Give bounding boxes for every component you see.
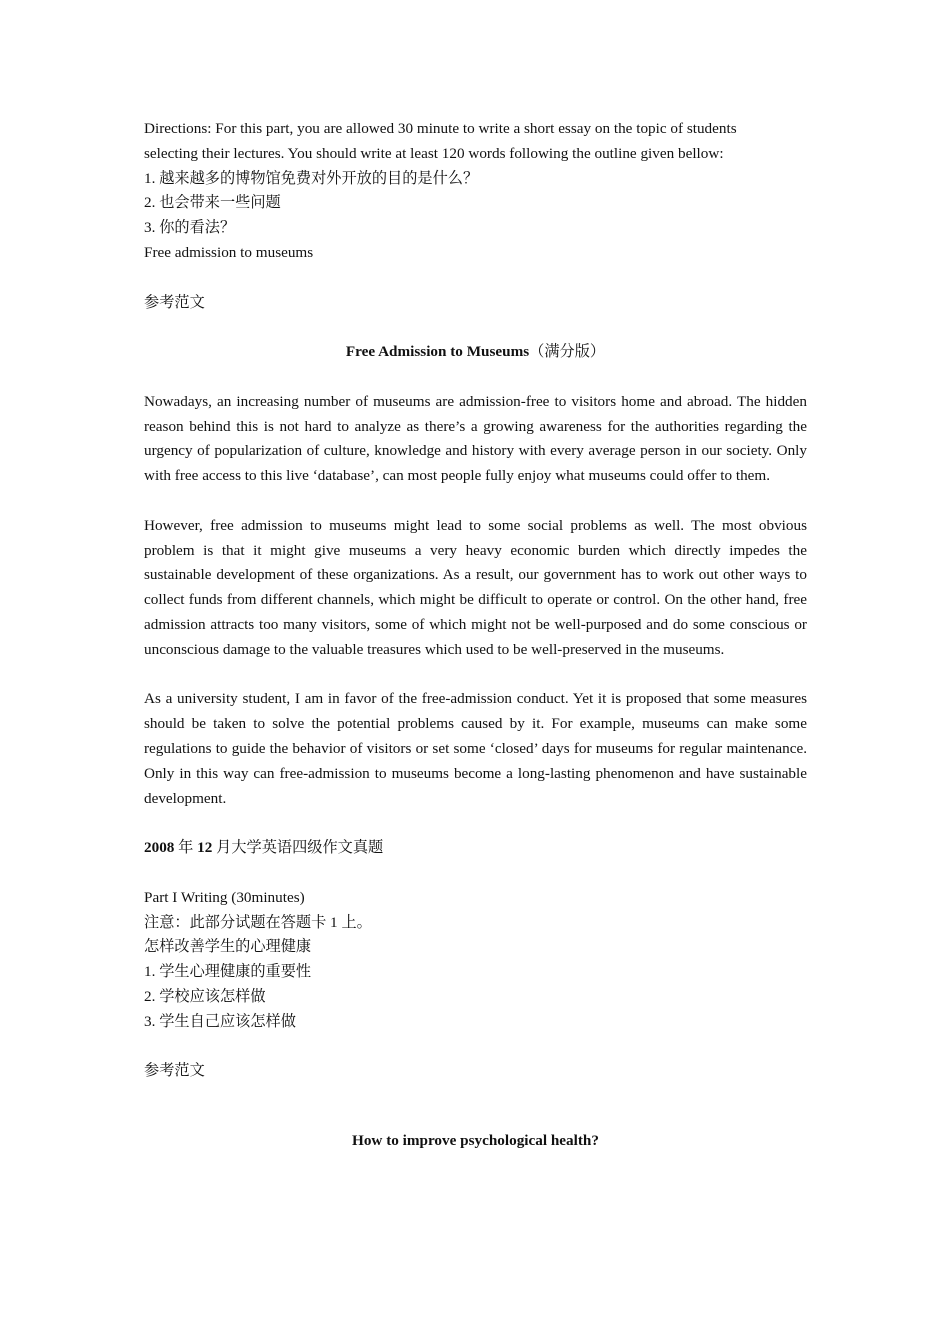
- outline-item-2: 2. 也会带来一些问题: [144, 194, 281, 212]
- outline2-item-3: 3. 学生自己应该怎样做: [144, 1012, 296, 1030]
- essay-title-suffix: （满分版）: [529, 343, 606, 361]
- essay-title-text: Free Admission to Museums: [345, 343, 530, 361]
- essay-paragraph-3: As a university student, I am in favor of the free-admission conduct. Yet it is proposed that some measures should be taken to solve the potential problems caused by it. For example, museums can make some regulations to guide the behavior of visitors or set some ‘closed’ days for museums for regular maintenance. Only in this way can free-admission to museums become a long-lasting phenomenon and have sustainable development.: [144, 690, 807, 807]
- exam-heading-year-unit: 年: [174, 839, 198, 857]
- document-page: [144, 117, 807, 1154]
- reference-label: 参考范文: [144, 293, 205, 311]
- essay-paragraph-1: Nowadays, an increasing number of museums are admission-free to visitors home and abroad. The hidden reason behind this is not hard to analyze as there’s a growing awareness for the authorities regarding the urgency of popularization of culture, knowledge and history with every average person in our society. Only with free access to this live ‘database’, can most people fully enjoy what museums could offer to them.: [144, 392, 807, 485]
- essay-topic: Free admission to museums: [144, 243, 314, 261]
- essay-title: [144, 340, 807, 365]
- essay-title-2: How to improve psychological health?: [352, 1132, 599, 1150]
- outline2-item-2: 2. 学校应该怎样做: [144, 987, 266, 1005]
- topic-2: 怎样改善学生的心理健康: [144, 938, 312, 956]
- notice: 注意：此部分试题在答题卡 1 上。: [144, 913, 372, 931]
- part-label: Part I Writing (30minutes): [144, 888, 305, 906]
- directions-line-2: selecting their lectures. You should write at least 120 words following the outline given bellow:: [144, 144, 724, 162]
- exam-heading-year: 2008: [144, 839, 175, 857]
- directions-line-1: Directions: For this part, you are allowed 30 minute to write a short essay on the topic of students: [144, 120, 737, 137]
- outline2-item-1: 1. 学生心理健康的重要性: [144, 963, 312, 981]
- reference-label-2: 参考范文: [144, 1062, 205, 1080]
- outline-item-3: 3. 你的看法？: [144, 219, 236, 237]
- outline-item-1: 1. 越来越多的博物馆免费对外开放的目的是什么？: [144, 169, 479, 187]
- essay-paragraph-2: However, free admission to museums might lead to some social problems as well. The most obvious problem is that it might give museums a very heavy economic burden which directly impedes the sustainable development of these organizations. As a result, our government has to work out other ways to collect funds from different channels, which might be difficult to operate or control. On the other hand, free admission attracts too many visitors, some of which might not be well-purposed and do some conscious or unconscious damage to the valuable treasures which used to be well-preserved in the museums.: [144, 516, 807, 658]
- exam-heading: [144, 836, 807, 861]
- exam-heading-rest: 月大学英语四级作文真题: [212, 839, 384, 857]
- exam-heading-month: 12: [197, 839, 213, 857]
